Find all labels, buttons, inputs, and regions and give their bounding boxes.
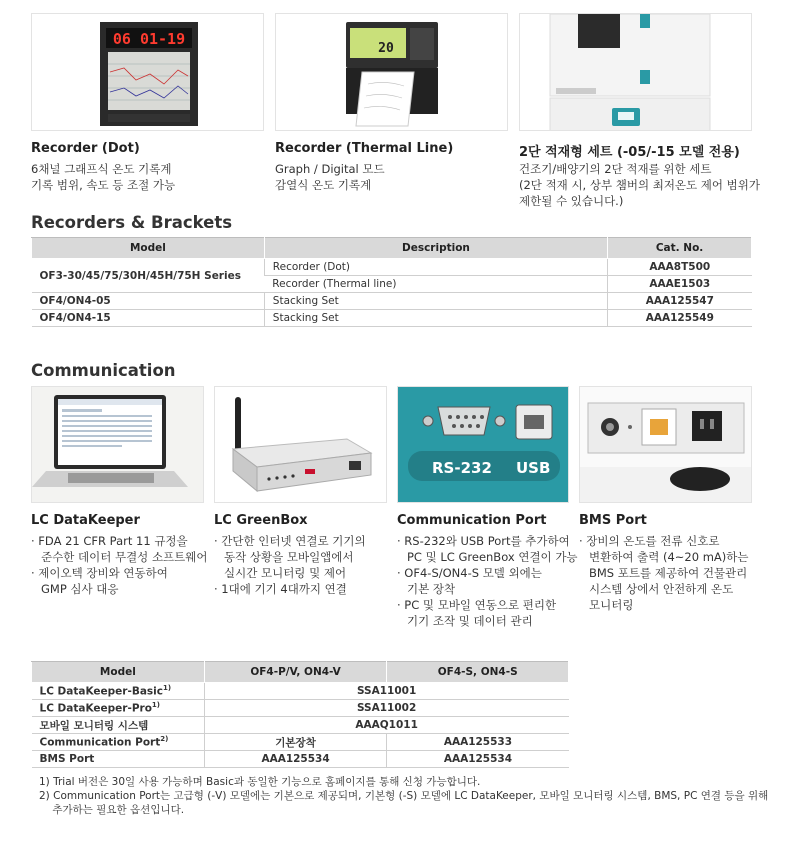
- recorder-thermal-display: 20: [378, 41, 394, 56]
- table-cell-merged: SSA11002: [204, 700, 568, 717]
- bullet-line: · OF4-S/ON4-S 모델 외에는: [397, 566, 542, 580]
- table-row: [32, 700, 569, 717]
- bullet-line: · 장비의 온도를 전류 신호로: [579, 534, 720, 548]
- recorder-dot-image: [31, 13, 264, 131]
- model-name: BMS Port: [39, 753, 95, 765]
- table-cell-cat: AAA125549: [608, 310, 752, 327]
- table-header: OF4-S, ON4-S: [387, 662, 569, 683]
- table-row: [32, 734, 569, 751]
- comm-desc-bms-port: [579, 533, 748, 613]
- table-header: Model: [32, 238, 265, 259]
- table-cell-cat: AAA125547: [608, 293, 752, 310]
- model-name: Communication Port: [39, 736, 161, 749]
- bullet-line: 시스템 상에서 안전하게 온도: [589, 582, 734, 596]
- section-title-recorders: Recorders & Brackets: [31, 213, 233, 232]
- lc-greenbox-image: [214, 386, 387, 503]
- comm-title-lc-datakeeper: LC DataKeeper: [31, 513, 140, 528]
- table-cell-cat: AAAE1503: [608, 276, 752, 293]
- bullet-line: 모니터링: [589, 598, 634, 612]
- product-desc-stacking-set: [519, 161, 760, 209]
- usb-label: USB: [516, 459, 551, 477]
- bullet-line: 동작 상황을 모바일앱에서: [224, 550, 354, 564]
- comm-desc-lc-datakeeper: [31, 533, 208, 597]
- table-cell-cat: AAA8T500: [608, 259, 752, 276]
- table-row: [32, 683, 569, 700]
- bullet-line: · RS-232와 USB Port를 추가하여: [397, 534, 570, 548]
- model-name: LC DataKeeper-Basic: [39, 685, 163, 698]
- rs232-label: RS-232: [432, 459, 492, 477]
- product-desc-recorder-thermal: [275, 161, 385, 193]
- product-title-stacking-set: 2단 적재형 세트 (-05/-15 모델 전용): [519, 145, 740, 160]
- bullet-line: GMP 심사 대응: [41, 582, 119, 596]
- desc-line: 6채널 그래프식 온도 기록계: [31, 162, 172, 176]
- table-row: [32, 751, 569, 768]
- bullet-line: BMS 포트를 제공하여 건물관리: [589, 566, 748, 580]
- desc-line: 건조기/배양기의 2단 적재를 위한 세트: [519, 162, 712, 176]
- table-header: OF4-P/V, ON4-V: [204, 662, 387, 683]
- bullet-line: · 1대에 기기 4대까지 연결: [214, 582, 347, 596]
- table-header: Model: [32, 662, 205, 683]
- bullet-line: · 제이오텍 장비와 연동하여: [31, 566, 168, 580]
- footnote-ref: 2): [160, 735, 169, 744]
- table-cell-s: AAA125534: [387, 751, 569, 768]
- table-cell-model: [32, 717, 205, 734]
- table-row: [32, 717, 569, 734]
- table-cell-merged: SSA11001: [204, 683, 568, 700]
- table-cell-pv: 기본장착: [204, 734, 387, 751]
- desc-line: 제한될 수 있습니다.): [519, 194, 624, 208]
- table-cell-model: [32, 734, 205, 751]
- table-cell-model: [32, 700, 205, 717]
- comm-title-bms-port: BMS Port: [579, 513, 647, 528]
- section-title-communication: Communication: [31, 361, 176, 380]
- table-cell-s: AAA125533: [387, 734, 569, 751]
- table-row: [32, 293, 752, 310]
- desc-line: 감열식 온도 기록계: [275, 178, 372, 192]
- recorder-thermal-image: [275, 13, 508, 131]
- bms-port-image: [579, 386, 752, 503]
- footnote-2-cont: 추가하는 필요한 옵션입니다.: [39, 804, 185, 816]
- table-cell-desc: Stacking Set: [264, 293, 607, 310]
- footnote-ref: 1): [163, 684, 172, 693]
- table-cell-model: OF4/ON4-15: [32, 310, 265, 327]
- comm-title-communication-port: Communication Port: [397, 513, 547, 528]
- product-title-recorder-thermal: Recorder (Thermal Line): [275, 141, 454, 156]
- bullet-line: · FDA 21 CFR Part 11 규정을: [31, 534, 188, 548]
- table-header: Description: [264, 238, 607, 259]
- comm-desc-communication-port: [397, 533, 578, 629]
- product-title-recorder-dot: Recorder (Dot): [31, 141, 140, 156]
- footnote-2: 2) Communication Port는 고급형 (-V) 모델에는 기본으로 제공되며, 기본형 (-S) 모델에 LC DataKeeper, 모바일 모니터링 시스템, BMS, PC 연결 등을 위해: [39, 790, 769, 802]
- table-row: [32, 259, 752, 276]
- bullet-line: · PC 및 모바일 연동으로 편리한: [397, 598, 557, 612]
- table-cell-merged: AAAQ1011: [204, 717, 568, 734]
- footnote-ref: 1): [151, 701, 160, 710]
- comm-desc-lc-greenbox: [214, 533, 366, 597]
- bullet-line: 실시간 모니터링 및 제어: [224, 566, 347, 580]
- table-cell-model: OF3-30/45/75/30H/45H/75H Series: [32, 259, 265, 293]
- bullet-line: 기기 조작 및 데이터 관리: [407, 614, 533, 628]
- model-name: 모바일 모니터링 시스템: [39, 719, 149, 732]
- table-cell-pv: AAA125534: [204, 751, 387, 768]
- comm-title-lc-greenbox: LC GreenBox: [214, 513, 308, 528]
- bullet-line: · 간단한 인터넷 연결로 기기의: [214, 534, 366, 548]
- lc-datakeeper-image: [31, 386, 204, 503]
- table-header-row: [32, 662, 569, 683]
- bullet-line: PC 및 LC GreenBox 연결이 가능: [407, 550, 578, 564]
- table-cell-desc: Stacking Set: [264, 310, 607, 327]
- bullet-line: 기본 장착: [407, 582, 456, 596]
- table-header-row: [32, 238, 752, 259]
- footnote-1: 1) Trial 버전은 30일 사용 가능하며 Basic과 동일한 기능으로 홈페이지를 통해 신청 가능합니다.: [39, 776, 481, 788]
- model-name: LC DataKeeper-Pro: [39, 702, 152, 715]
- recorders-table: [31, 237, 752, 327]
- recorder-dot-display: 06 01-19: [112, 30, 186, 48]
- table-cell-model: [32, 751, 205, 768]
- bullet-line: 준수한 데이터 무결성 소프트웨어: [41, 550, 208, 564]
- product-desc-recorder-dot: [31, 161, 175, 193]
- table-cell-model: OF4/ON4-05: [32, 293, 265, 310]
- desc-line: Graph / Digital 모드: [275, 162, 385, 176]
- table-cell-model: [32, 683, 205, 700]
- stacking-set-image: [519, 13, 752, 131]
- table-cell-desc: Recorder (Dot): [264, 259, 607, 276]
- bullet-line: 변환하여 출력 (4~20 mA)하는: [589, 550, 749, 564]
- communication-table: [31, 661, 569, 768]
- table-cell-desc: Recorder (Thermal line): [264, 276, 607, 293]
- communication-port-image: [397, 386, 569, 503]
- desc-line: 기록 범위, 속도 등 조절 가능: [31, 178, 176, 192]
- table-row: [32, 310, 752, 327]
- table-header: Cat. No.: [608, 238, 752, 259]
- desc-line: (2단 적재 시, 상부 챔버의 최저온도 제어 범위가: [519, 178, 761, 192]
